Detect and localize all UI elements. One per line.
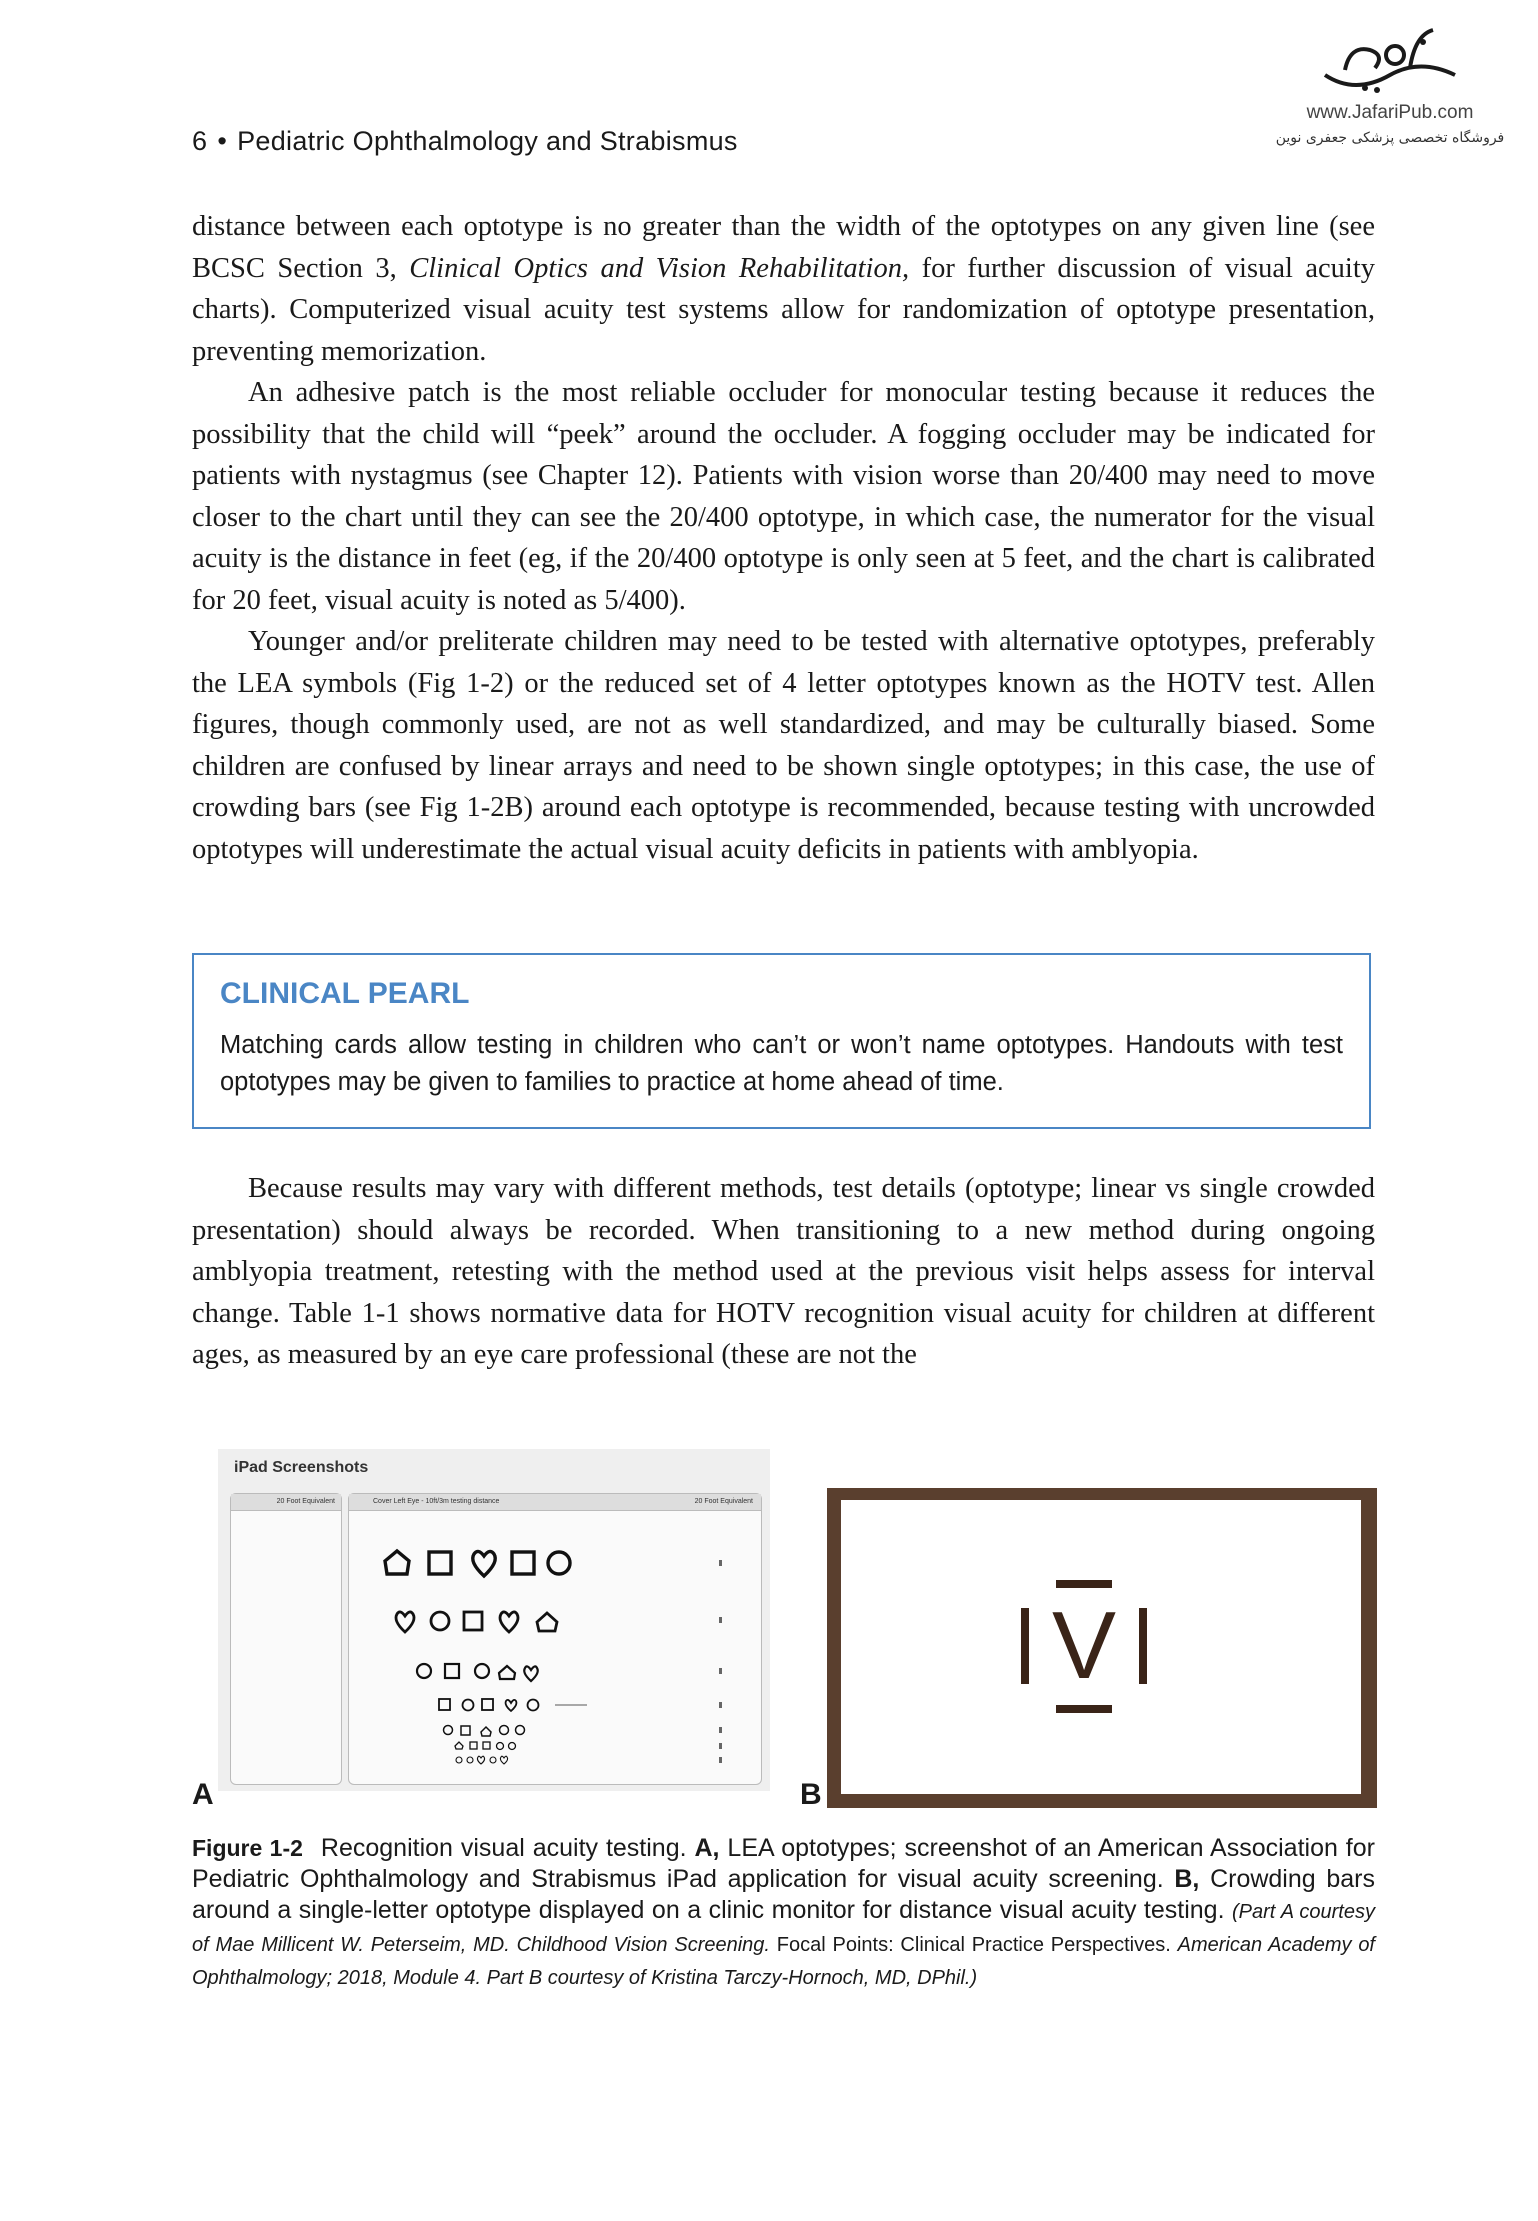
running-header [192, 126, 738, 157]
credit-part-3: American Academy of Ophthalmology; 2018, Module 4. Part B courtesy of Kristina Tarczy-Hornoch, MD, DPhil.) [192, 1934, 1375, 1989]
paragraph-1-text-a: distance between each optotype is no greater than the width of the optotypes on any given line (see BCSC Section 3, [192, 211, 1375, 284]
crowding-bar-left [1021, 1608, 1029, 1684]
panel-label-a: A [192, 1778, 214, 1811]
bullet-separator: • [217, 126, 228, 156]
panel-label-b: B [800, 1778, 822, 1811]
optotype-letter: V [1051, 1592, 1117, 1699]
ipad-right-bar-title: Cover Left Eye - 10ft/3m testing distance [373, 1498, 500, 1505]
calligraphy-logo-icon [1315, 20, 1465, 100]
crowding-bar-top [1056, 1580, 1112, 1588]
logo-url[interactable]: www.JafariPub.com [1306, 102, 1474, 123]
clinical-pearl-text: Matching cards allow testing in children who can’t or won’t name optotypes. Handouts with test optotypes may be given to families to practice at home ahead of time. [220, 1031, 1343, 1096]
book-title: Pediatric Ophthalmology and Strabismus [237, 126, 738, 156]
clinic-monitor-screen [841, 1500, 1361, 1794]
figure-caption [192, 1833, 1375, 1994]
crowding-bar-bottom [1056, 1705, 1112, 1713]
paragraph-4: Because results may vary with different methods, test details (optotype; linear vs single crowded presentation) should always be recorded. When transitioning to a new method during ongoing amblyopia treatment, retesting with the method used at the previous visit helps assess for interval change. Table 1-1 shows normative data for HOTV recognition visual acuity for children at different ages, as measured by an eye care professional (these are not the [192, 1173, 1375, 1370]
ipad-screenshot-left [230, 1493, 342, 1785]
lea-optotype-chart-icon [349, 1514, 761, 1784]
figure-number: Figure 1-2 [192, 1835, 303, 1861]
figure-panel-b [827, 1488, 1377, 1808]
logo-persian-text: فروشگاه تخصصی پزشکی جعفری نوین [1275, 130, 1505, 146]
page-number: 6 [192, 126, 208, 156]
caption-b-text: Crowding bars around a single-letter optotype displayed on a clinic monitor for distance visual acuity testing. [192, 1865, 1375, 1924]
paragraph-2: An adhesive patch is the most reliable occluder for monocular testing because it reduces the possibility that the child will “peek” around the occluder. A fogging occluder may be indicated for patients with nystagmus (see Chapter 12). Patients with vision worse than 20/400 may need to move closer to the chart until they can see the 20/400 optotype, in which case, the numerator for the visual acuity is the distance in feet (eg, if the 20/400 optotype is only seen at 5 feet, and the chart is calibrated for 20 feet, visual acuity is noted as 5/400). [192, 377, 1375, 616]
ipad-screenshot-right [348, 1493, 762, 1785]
caption-a-text: LEA optotypes; screenshot of an American Association for Pediatric Ophthalmology and Strabismus iPad application for visual acuity screening. [192, 1834, 1375, 1893]
figure-panel-a [218, 1449, 770, 1791]
credit-part-2: Focal Points: Clinical Practice Perspectives. [776, 1934, 1178, 1956]
ipad-left-bar-label: 20 Foot Equivalent [276, 1498, 335, 1505]
publisher-logo [1270, 20, 1510, 170]
crowding-bar-right [1139, 1608, 1147, 1684]
clinical-pearl-title: CLINICAL PEARL [220, 977, 470, 1010]
clinical-pearl-box [192, 953, 1371, 1129]
paragraph-3: Younger and/or preliterate children may need to be tested with alternative optotypes, preferably the LEA symbols (Fig 1-2) or the reduced set of 4 letter optotypes known as the HOTV test. Allen figures, though commonly used, are not as well standardized, and may be culturally biased. Some children are confused by linear arrays and need to be shown single optotypes; in this case, the use of crowding bars (see Fig 1-2B) around each optotype is recommended, because testing with uncrowded optotypes will underestimate the actual visual acuity deficits in patients with amblyopia. [192, 626, 1375, 865]
body-text-bottom [192, 1168, 1375, 1376]
panel-a-header: iPad Screenshots [234, 1459, 369, 1476]
credit-part-1: (Part A courtesy of Mae Millicent W. Peterseim, MD. Childhood Vision Screening. [192, 1901, 1375, 1956]
caption-main: Recognition visual acuity testing. [320, 1834, 695, 1862]
caption-b-label: B, [1174, 1865, 1200, 1893]
caption-a-label: A, [694, 1834, 720, 1862]
ipad-right-bar-label: 20 Foot Equivalent [694, 1498, 753, 1505]
paragraph-1-text-b: for further discussion of visual acuity charts). Computerized visual acuity test systems allow for randomization of optotype presentation, preventing memorization. [192, 252, 1376, 367]
ipad-left-bar [231, 1494, 341, 1511]
paragraph-1 [192, 206, 1375, 372]
body-text-top [192, 206, 1375, 870]
ipad-right-bar [349, 1494, 761, 1511]
paragraph-1-italic: Clinical Optics and Vision Rehabilitation, [409, 252, 910, 284]
